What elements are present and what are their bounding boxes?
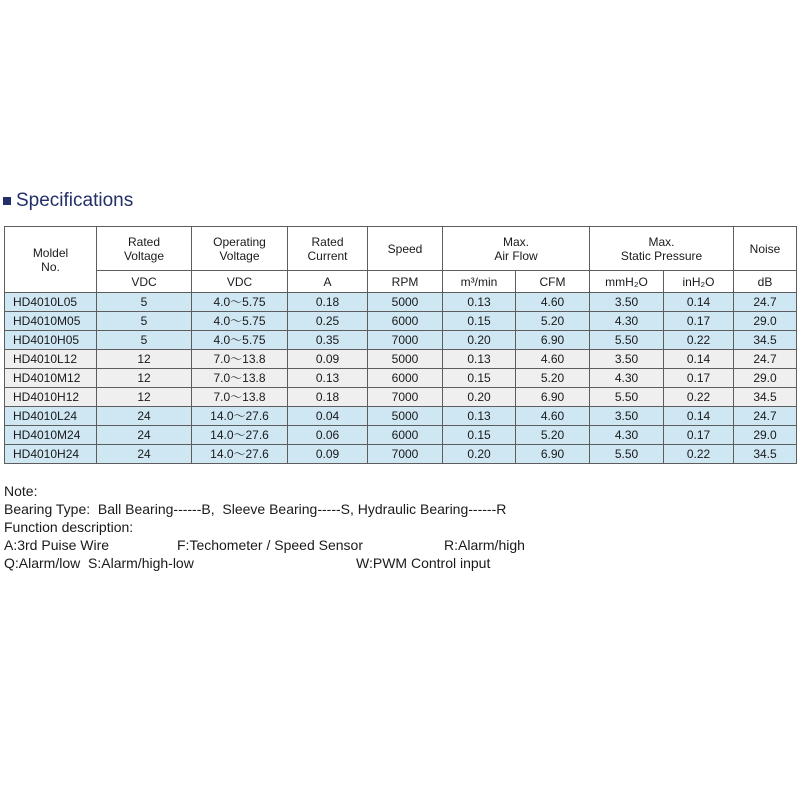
cell-air-flow-m3: 0.15 [443,426,516,445]
unit-operating-voltage: VDC [192,271,288,293]
cell-rated-voltage: 5 [97,293,192,312]
cell-rated-current: 0.09 [288,445,368,464]
cell-operating-voltage: 4.0～5.75 [192,312,288,331]
cell-air-flow-cfm: 5.20 [516,312,590,331]
cell-operating-voltage: 4.0～5.75 [192,293,288,312]
function-w: W:PWM Control input [356,555,491,571]
cell-rated-voltage: 24 [97,426,192,445]
table-row [5,388,797,407]
cell-operating-voltage: 7.0～13.8 [192,350,288,369]
cell-noise: 24.7 [734,407,797,426]
cell-noise: 24.7 [734,293,797,312]
header-model: Moldel No. [5,227,97,293]
function-line-a [4,536,525,554]
cell-rated-voltage: 12 [97,350,192,369]
cell-operating-voltage: 14.0～27.6 [192,445,288,464]
cell-pressure-inh2o: 0.22 [664,331,734,350]
cell-noise: 34.5 [734,388,797,407]
cell-air-flow-m3: 0.20 [443,445,516,464]
unit-rated-current: A [288,271,368,293]
cell-speed: 5000 [368,293,443,312]
table-row [5,331,797,350]
cell-model: HD4010M05 [5,312,97,331]
cell-operating-voltage: 7.0～13.8 [192,388,288,407]
cell-noise: 29.0 [734,312,797,331]
section-title [3,190,133,212]
cell-rated-current: 0.09 [288,350,368,369]
cell-operating-voltage: 14.0～27.6 [192,407,288,426]
cell-air-flow-m3: 0.20 [443,388,516,407]
unit-air-flow-cfm: CFM [516,271,590,293]
cell-rated-current: 0.04 [288,407,368,426]
cell-model: HD4010L12 [5,350,97,369]
cell-air-flow-m3: 0.20 [443,331,516,350]
cell-rated-current: 0.18 [288,388,368,407]
unit-pressure-inh2o: inH₂O [664,271,734,293]
cell-speed: 7000 [368,331,443,350]
cell-pressure-inh2o: 0.14 [664,293,734,312]
cell-pressure-inh2o: 0.17 [664,426,734,445]
specifications-table [4,226,797,464]
cell-pressure-inh2o: 0.14 [664,350,734,369]
cell-model: HD4010H24 [5,445,97,464]
table-row [5,445,797,464]
cell-air-flow-cfm: 4.60 [516,407,590,426]
cell-rated-voltage: 5 [97,331,192,350]
table-row [5,407,797,426]
header-static-pressure: Max. Static Pressure [590,227,734,271]
cell-noise: 34.5 [734,331,797,350]
cell-model: HD4010L24 [5,407,97,426]
cell-air-flow-m3: 0.13 [443,407,516,426]
cell-speed: 6000 [368,426,443,445]
cell-speed: 5000 [368,407,443,426]
section-title-text: Specifications [16,190,134,211]
function-a: A:3rd Puise Wire [4,537,110,553]
cell-model: HD4010L05 [5,293,97,312]
cell-air-flow-cfm: 4.60 [516,350,590,369]
header-rated-voltage: Rated Voltage [97,227,192,271]
cell-pressure-mmh2o: 4.30 [590,369,664,388]
cell-air-flow-cfm: 4.60 [516,293,590,312]
notes-heading: Note: [4,483,38,499]
cell-air-flow-cfm: 6.90 [516,331,590,350]
function-description-heading: Function description: [4,519,134,535]
cell-pressure-mmh2o: 5.50 [590,331,664,350]
cell-speed: 5000 [368,350,443,369]
cell-model: HD4010H05 [5,331,97,350]
cell-operating-voltage: 14.0～27.6 [192,426,288,445]
cell-air-flow-m3: 0.13 [443,293,516,312]
cell-model: HD4010M12 [5,369,97,388]
cell-rated-current: 0.25 [288,312,368,331]
table-row [5,426,797,445]
cell-model: HD4010H12 [5,388,97,407]
unit-pressure-mmh2o: mmH₂O [590,271,664,293]
unit-noise: dB [734,271,797,293]
notes-section [4,482,525,572]
cell-rated-current: 0.35 [288,331,368,350]
table-row [5,350,797,369]
header-operating-voltage: Operating Voltage [192,227,288,271]
cell-speed: 6000 [368,369,443,388]
cell-noise: 29.0 [734,369,797,388]
cell-rated-current: 0.13 [288,369,368,388]
cell-speed: 6000 [368,312,443,331]
function-r: R:Alarm/high [444,537,525,553]
cell-pressure-mmh2o: 3.50 [590,407,664,426]
cell-noise: 34.5 [734,445,797,464]
cell-pressure-mmh2o: 5.50 [590,445,664,464]
table-row [5,312,797,331]
header-air-flow: Max. Air Flow [443,227,590,271]
cell-pressure-inh2o: 0.14 [664,407,734,426]
cell-rated-voltage: 24 [97,407,192,426]
function-f: F:Techometer / Speed Sensor [177,537,363,553]
cell-pressure-inh2o: 0.22 [664,445,734,464]
cell-rated-voltage: 12 [97,388,192,407]
cell-pressure-mmh2o: 4.30 [590,312,664,331]
cell-speed: 7000 [368,388,443,407]
header-rated-current: Rated Current [288,227,368,271]
cell-pressure-mmh2o: 3.50 [590,350,664,369]
cell-air-flow-cfm: 6.90 [516,445,590,464]
cell-air-flow-m3: 0.15 [443,369,516,388]
cell-operating-voltage: 4.0～5.75 [192,331,288,350]
cell-noise: 29.0 [734,426,797,445]
cell-pressure-inh2o: 0.17 [664,369,734,388]
cell-rated-voltage: 12 [97,369,192,388]
cell-model: HD4010M24 [5,426,97,445]
cell-operating-voltage: 7.0～13.8 [192,369,288,388]
cell-rated-voltage: 24 [97,445,192,464]
bearing-type-note: Bearing Type: Ball Bearing------B, Sleeve Bearing-----S, Hydraulic Bearing------R [4,501,507,517]
cell-noise: 24.7 [734,350,797,369]
specifications-body [5,293,797,464]
cell-pressure-inh2o: 0.17 [664,312,734,331]
cell-air-flow-cfm: 6.90 [516,388,590,407]
function-line-q [4,554,506,572]
unit-air-flow-m3: m³/min [443,271,516,293]
cell-air-flow-m3: 0.13 [443,350,516,369]
header-noise: Noise [734,227,797,271]
cell-rated-current: 0.06 [288,426,368,445]
cell-pressure-mmh2o: 3.50 [590,293,664,312]
cell-pressure-mmh2o: 5.50 [590,388,664,407]
cell-air-flow-m3: 0.15 [443,312,516,331]
cell-rated-current: 0.18 [288,293,368,312]
cell-rated-voltage: 5 [97,312,192,331]
cell-pressure-inh2o: 0.22 [664,388,734,407]
header-speed: Speed [368,227,443,271]
table-row [5,369,797,388]
function-q-s: Q:Alarm/low S:Alarm/high-low [4,555,194,571]
cell-air-flow-cfm: 5.20 [516,369,590,388]
unit-speed: RPM [368,271,443,293]
cell-air-flow-cfm: 5.20 [516,426,590,445]
cell-speed: 7000 [368,445,443,464]
cell-pressure-mmh2o: 4.30 [590,426,664,445]
square-bullet-icon [3,197,11,205]
unit-rated-voltage: VDC [97,271,192,293]
table-row [5,293,797,312]
